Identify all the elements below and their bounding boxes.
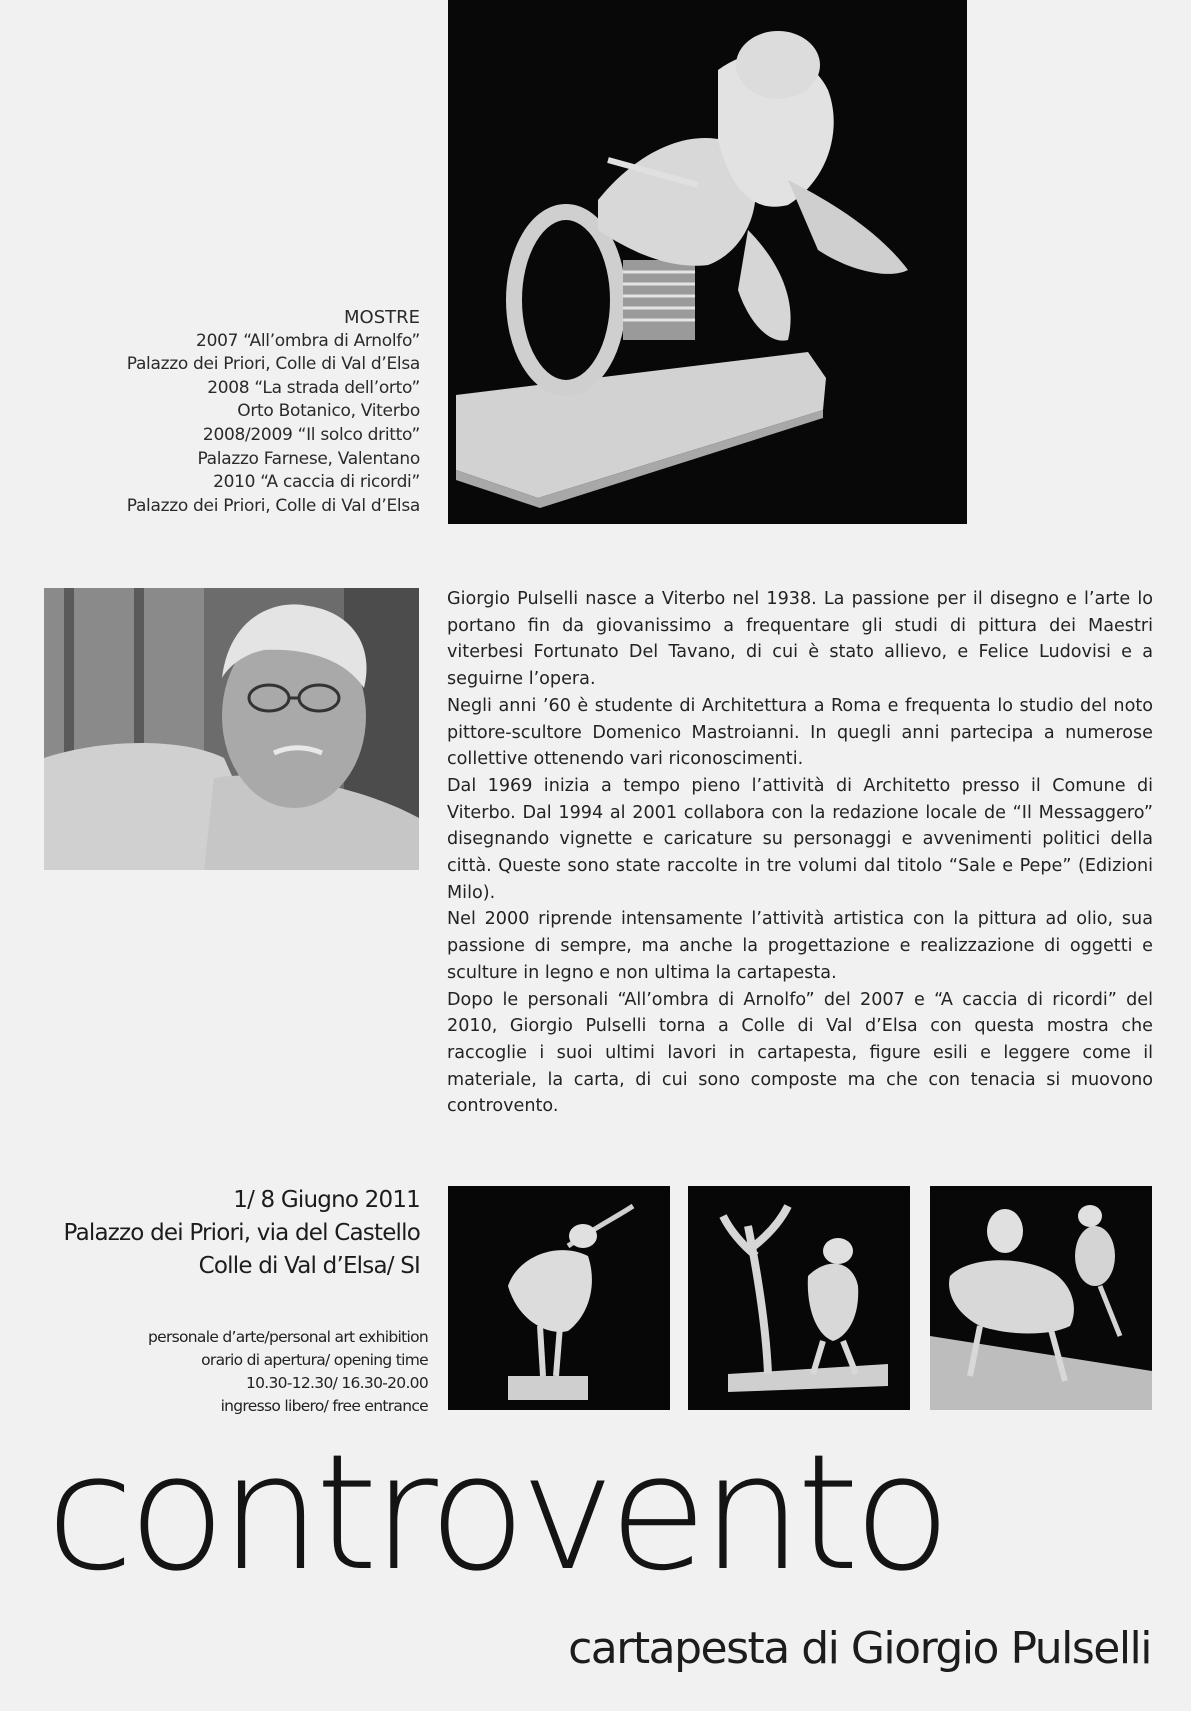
biography-paragraph: Dal 1969 inizia a tempo pieno l’attività di Architetto presso il Comune di Viterbo. Dal 1994 al 2001 collabora con la redazione locale de “Il Messaggero” disegnando vignette e caricature su personaggi e avvenimenti politici della città. Queste sono state raccolte in tre volumi dal titolo “Sale e Pepe” (Edizioni Milo). <box>447 775 1153 903</box>
artist-portrait-photo <box>44 588 419 870</box>
details-line: personale d’arte/personal art exhibition <box>147 1328 428 1346</box>
exhibition-title: controvento <box>46 1419 946 1606</box>
biography-paragraph: Giorgio Pulselli nasce a Viterbo nel 1938. La passione per il disegno e l’arte lo portano fin da giovanissimo a frequentare gli studi di pittura dei Maestri viterbesi Fortunato Del Tavano, di cui è stato allievo, e Felice Ludovisi e a seguirne l’opera. <box>447 589 1153 690</box>
details-line: 10.30-12.30/ 16.30-20.00 <box>245 1374 428 1392</box>
exhibition-title: 2007 “All’ombra di Arnolfo” <box>196 330 420 351</box>
hero-sculpture-photo <box>448 0 967 524</box>
exhibition-subtitle: cartapesta di Giorgio Pulselli <box>568 1623 1151 1674</box>
exhibition-title: 2008/2009 “Il solco dritto” <box>202 424 420 445</box>
exhibition-venue: Palazzo dei Priori, Colle di Val d’Elsa <box>126 495 420 516</box>
event-city: Colle di Val d’Elsa/ SI <box>198 1253 420 1279</box>
exhibition-item <box>60 471 420 518</box>
event-dates: 1/ 8 Giugno 2011 <box>233 1187 420 1213</box>
biography-text <box>447 586 1153 1120</box>
exhibition-item <box>60 377 420 424</box>
event-venue: Palazzo dei Priori, via del Castello <box>63 1220 420 1246</box>
details-line: ingresso libero/ free entrance <box>220 1397 428 1415</box>
exhibition-title: 2008 “La strada dell’orto” <box>207 377 420 398</box>
event-info <box>40 1184 420 1283</box>
exhibition-title: 2010 “A caccia di ricordi” <box>213 472 420 493</box>
details-line: orario di apertura/ opening time <box>201 1351 428 1369</box>
sculpture-thumbnail-1 <box>448 1186 670 1410</box>
biography-paragraph: Negli anni ’60 è studente di Architettura a Roma e frequenta lo studio del noto pittore-scultore Domenico Mastroianni. In quegli anni partecipa a numerose collettive ottenendo vari riconoscimenti. <box>447 695 1153 770</box>
exhibition-item <box>60 330 420 377</box>
exhibition-venue: Palazzo dei Priori, Colle di Val d’Elsa <box>126 354 420 375</box>
sculpture-thumbnail-3 <box>930 1186 1152 1410</box>
exhibitions-heading: MOSTRE <box>344 307 420 328</box>
exhibition-venue: Palazzo Farnese, Valentano <box>197 448 420 469</box>
biography-paragraph: Dopo le personali “All’ombra di Arnolfo” del 2007 e “A caccia di ricordi” del 2010, Giorgio Pulselli torna a Colle di Val d’Elsa con questa mostra che raccoglie i suoi ultimi lavori in cartapesta, figure esili e leggere come il materiale, la carta, di cui sono composte ma che con tenacia si muovono controvento. <box>447 989 1153 1117</box>
exhibitions-list <box>60 306 420 518</box>
exhibition-venue: Orto Botanico, Viterbo <box>237 401 420 422</box>
exhibition-details <box>100 1326 428 1418</box>
sculpture-thumbnail-2 <box>688 1186 910 1410</box>
exhibition-item <box>60 424 420 471</box>
biography-paragraph: Nel 2000 riprende intensamente l’attività artistica con la pittura ad olio, sua passione di sempre, ma anche la progettazione e realizzazione di oggetti e sculture in legno e non ultima la cartapesta. <box>447 909 1153 983</box>
